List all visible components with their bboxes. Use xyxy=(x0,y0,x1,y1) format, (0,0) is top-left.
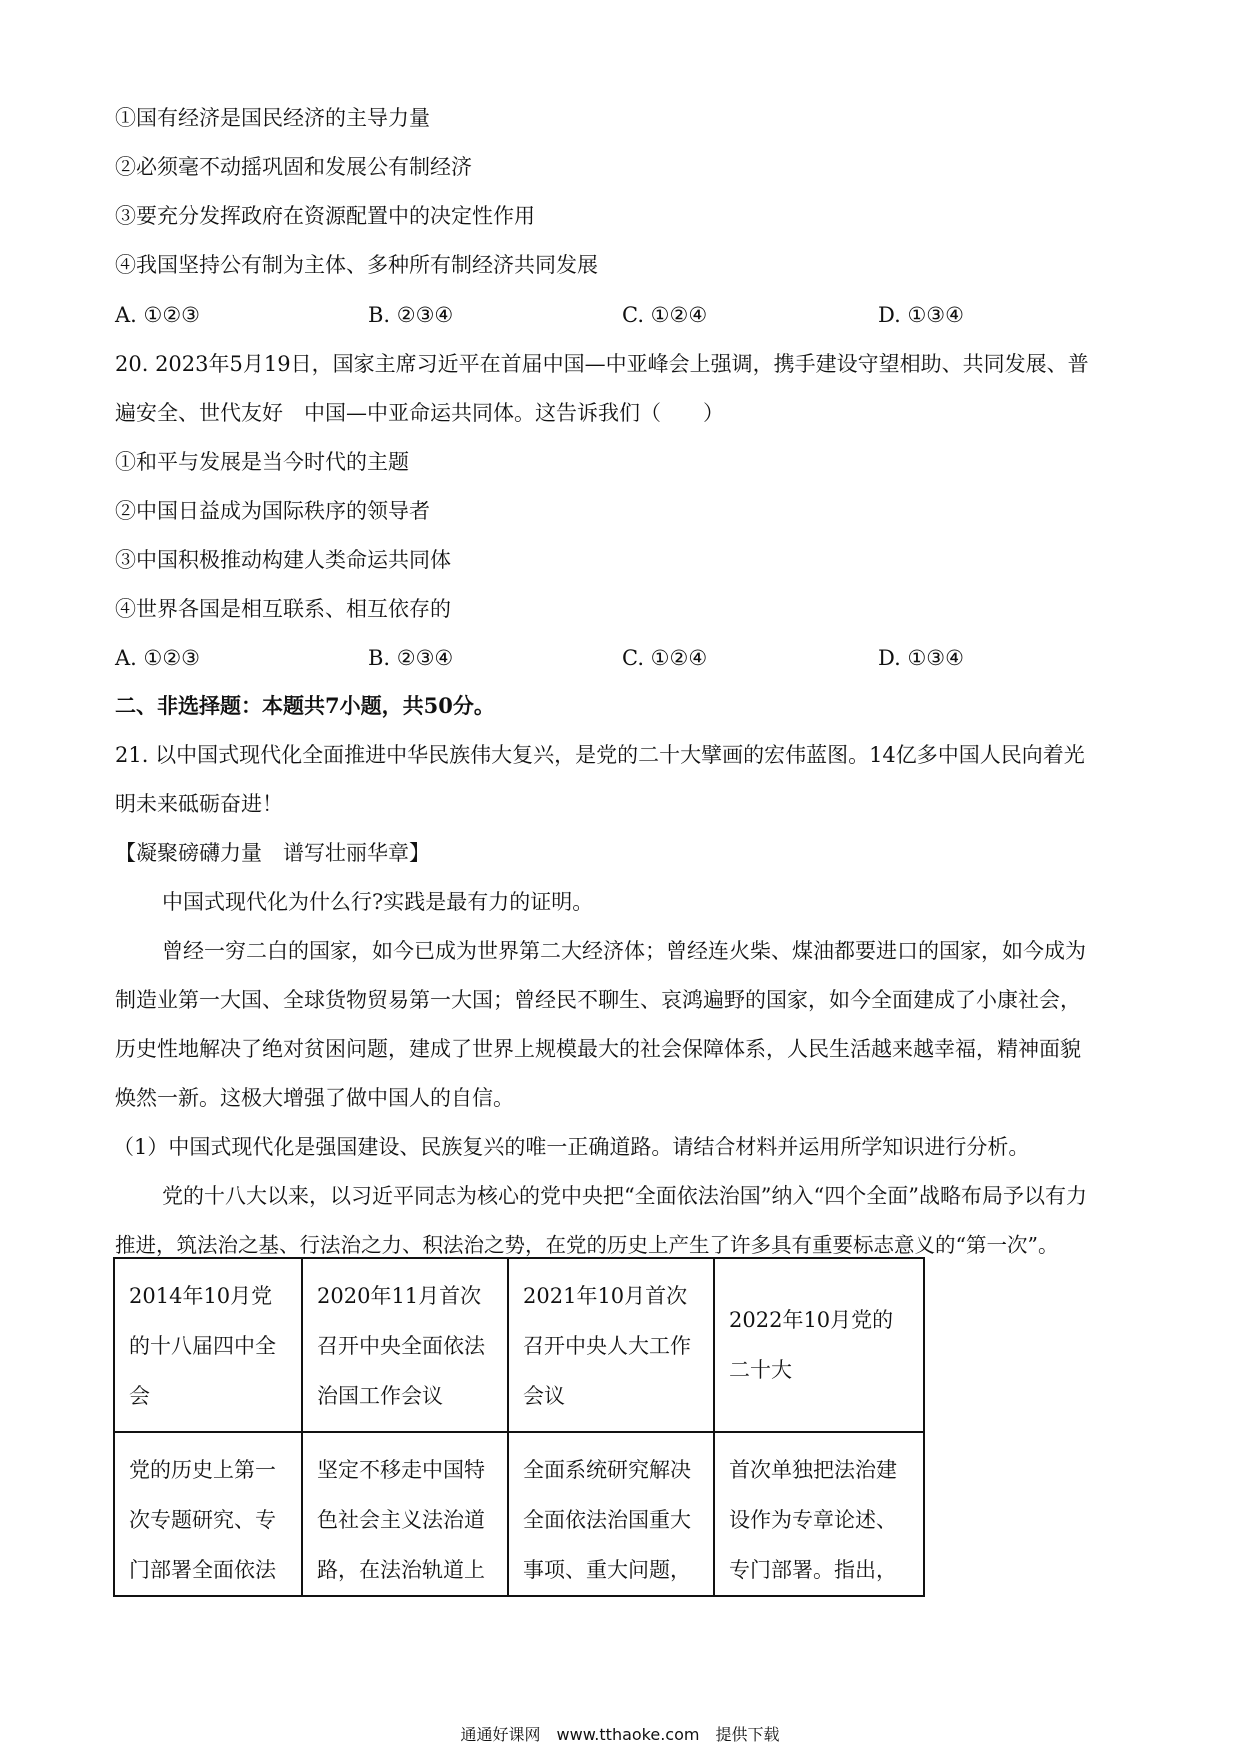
q19-item-2: ②必须毫不动摇巩固和发展公有制经济 xyxy=(115,155,472,179)
q19-item-1: ①国有经济是国民经济的主导力量 xyxy=(115,106,430,130)
q20-option-b: B. ②③④ xyxy=(368,646,454,670)
q20-option-d: D. ①③④ xyxy=(878,646,964,670)
table-header-row xyxy=(114,1258,924,1432)
q20-item-3: ③中国积极推动构建人类命运共同体 xyxy=(115,548,451,572)
q19-option-d: D. ①③④ xyxy=(878,303,964,327)
table-cell: 首次单独把法治建设作为专章论述、专门部署。指出， xyxy=(714,1432,924,1596)
q21-material-2-line-4: 焕然一新。这极大增强了做中国人的自信。 xyxy=(115,1086,514,1110)
section-heading: 二、非选择题：本题共7小题，共50分。 xyxy=(115,693,495,718)
q21-stem-line-2: 明未来砥砺奋进！ xyxy=(115,792,283,816)
page-footer: 通通好课网 www.tthaoke.com 提供下载 xyxy=(460,1725,780,1744)
q21-material-2-line-2: 制造业第一大国、全球货物贸易第一大国；曾经民不聊生、哀鸿遍野的国家，如今全面建成了小康社会， xyxy=(115,988,1081,1012)
table-header-cell: 2020年11月首次召开中央全面依法治国工作会议 xyxy=(302,1258,508,1432)
q20-option-c: C. ①②④ xyxy=(622,646,708,670)
q21-subquestion-1: （1）中国式现代化是强国建设、民族复兴的唯一正确道路。请结合材料并运用所学知识进行分析。 xyxy=(113,1135,1030,1159)
q19-option-c: C. ①②④ xyxy=(622,303,708,327)
table-cell: 全面系统研究解决全面依法治国重大事项、重大问题， xyxy=(508,1432,714,1596)
q21-material-1: 中国式现代化为什么行?实践是最有力的证明。 xyxy=(162,890,594,914)
q21-material-2-line-3: 历史性地解决了绝对贫困问题，建成了世界上规模最大的社会保障体系，人民生活越来越幸福，精神面貌 xyxy=(115,1037,1081,1061)
table-header-cell: 2022年10月党的二十大 xyxy=(714,1258,924,1432)
q19-option-b: B. ②③④ xyxy=(368,303,454,327)
q21-theme-heading: 【凝聚磅礴力量 谱写壮丽华章】 xyxy=(115,841,430,865)
q19-item-3: ③要充分发挥政府在资源配置中的决定性作用 xyxy=(115,204,535,228)
q20-item-4: ④世界各国是相互联系、相互依存的 xyxy=(115,597,451,621)
q21-material-3-line-1: 党的十八大以来，以习近平同志为核心的党中央把“全面依法治国”纳入“四个全面”战略布局予以有力 xyxy=(162,1184,1087,1208)
table-cell: 党的历史上第一次专题研究、专门部署全面依法 xyxy=(114,1432,302,1596)
table-header-cell: 2014年10月党的十八届四中全会 xyxy=(114,1258,302,1432)
table-cell: 坚定不移走中国特色社会主义法治道路，在法治轨道上 xyxy=(302,1432,508,1596)
rule-of-law-table xyxy=(113,1257,925,1597)
q20-stem-line-2: 遍安全、世代友好 中国—中亚命运共同体。这告诉我们（ ） xyxy=(115,401,724,425)
q19-item-4: ④我国坚持公有制为主体、多种所有制经济共同发展 xyxy=(115,253,598,277)
q20-option-a: A. ①②③ xyxy=(115,646,200,670)
table-header-cell: 2021年10月首次召开中央人大工作会议 xyxy=(508,1258,714,1432)
q19-option-a: A. ①②③ xyxy=(115,303,200,327)
q21-material-2-line-1: 曾经一穷二白的国家，如今已成为世界第二大经济体；曾经连火柴、煤油都要进口的国家，如今成为 xyxy=(162,939,1086,963)
q21-material-3-line-2: 推进，筑法治之基、行法治之力、积法治之势，在党的历史上产生了许多具有重要标志意义的“第一次”。 xyxy=(115,1233,1059,1257)
q21-stem-line-1: 21. 以中国式现代化全面推进中华民族伟大复兴，是党的二十大擘画的宏伟蓝图。14亿多中国人民向着光 xyxy=(115,743,1085,767)
q20-item-2: ②中国日益成为国际秩序的领导者 xyxy=(115,499,430,523)
table-row xyxy=(114,1432,924,1596)
q20-stem-line-1: 20. 2023年5月19日，国家主席习近平在首届中国—中亚峰会上强调，携手建设守望相助、共同发展、普 xyxy=(115,352,1089,376)
q20-item-1: ①和平与发展是当今时代的主题 xyxy=(115,450,409,474)
